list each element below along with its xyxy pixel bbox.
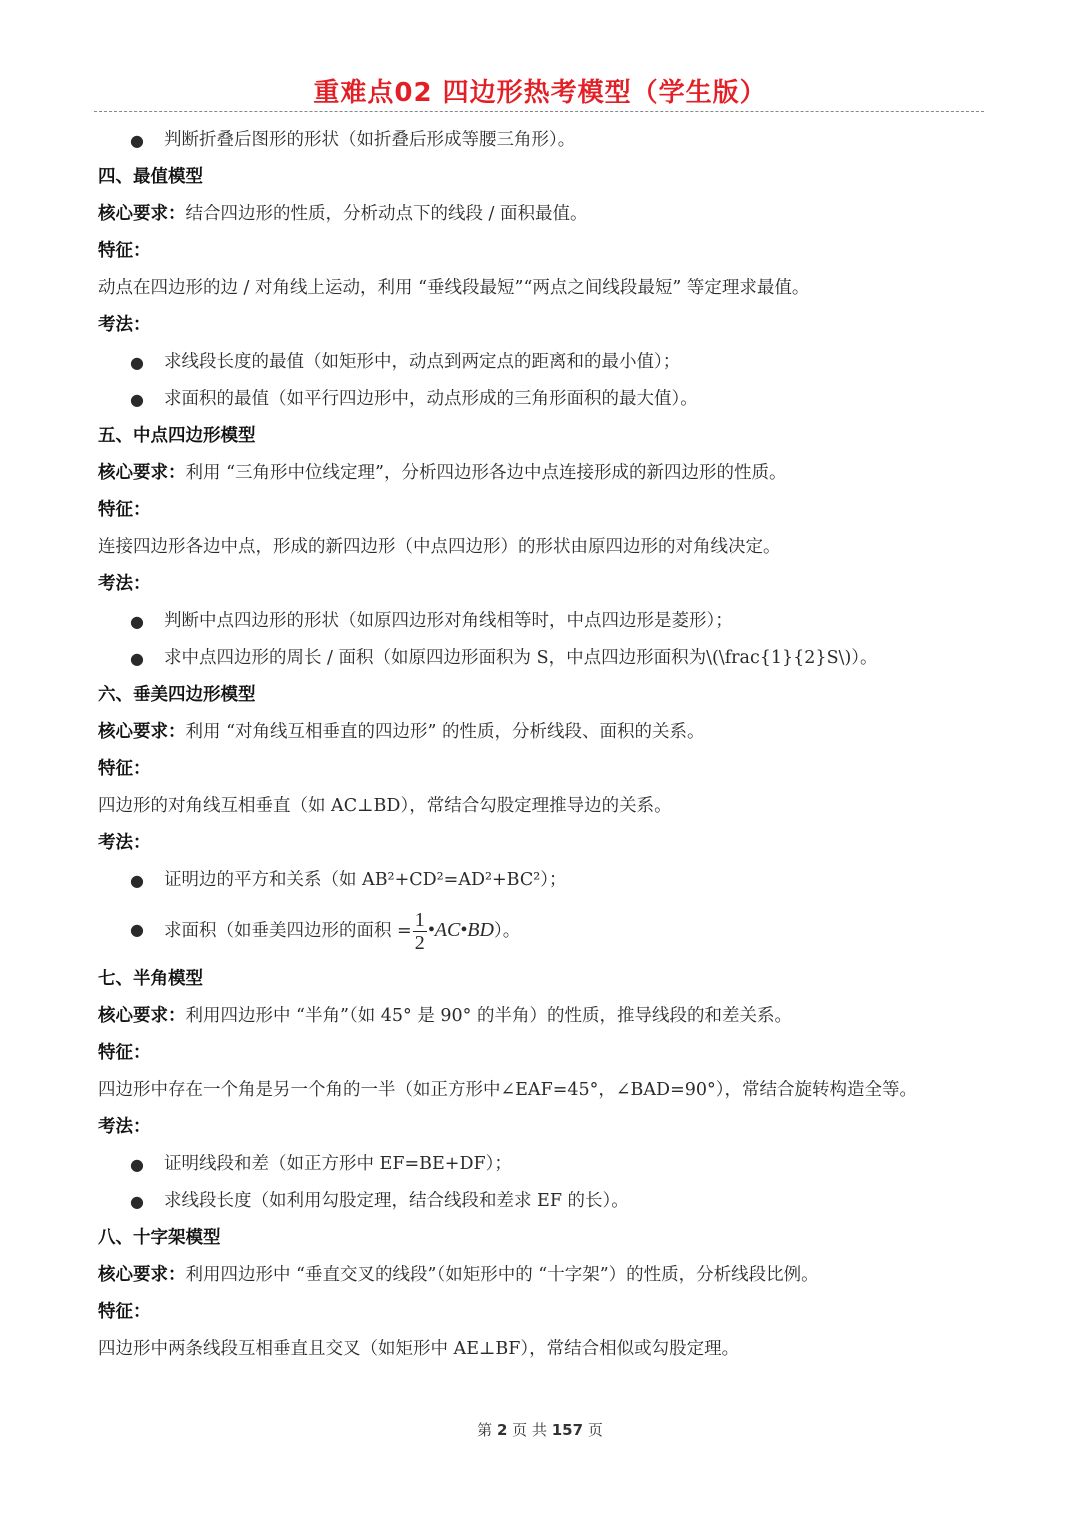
feature-label: 特征：	[98, 1043, 151, 1063]
exam-label: 考法：	[98, 833, 151, 853]
exam-label: 考法：	[98, 315, 151, 335]
list-item: ● 证明线段和差（如正方形中 EF=BE+DF）；	[98, 1146, 978, 1183]
list-item: ● 证明边的平方和关系（如 AB²+CD²=AD²+BC²）；	[98, 862, 978, 899]
core-requirement: 核心要求：利用四边形中 “半角”（如 45° 是 90° 的半角）的性质，推导线段的和差关系。	[98, 1006, 792, 1026]
exam-label: 考法：	[98, 574, 151, 594]
list-item: ● 求线段长度的最值（如矩形中，动点到两定点的距离和的最小值）；	[98, 344, 978, 381]
bullet-icon: ●	[130, 649, 144, 668]
core-requirement: 核心要求：结合四边形的性质，分析动点下的线段 / 面积最值。	[98, 204, 588, 224]
core-requirement: 核心要求：利用 “对角线互相垂直的四边形” 的性质，分析线段、面积的关系。	[98, 722, 705, 742]
list-item: ● 判断折叠后图形的形状（如折叠后形成等腰三角形）。	[98, 122, 978, 159]
bullet-icon: ●	[130, 612, 144, 631]
exam-label: 考法：	[98, 1117, 151, 1137]
list-item: ● 求线段长度（如利用勾股定理，结合线段和差求 EF 的长）。	[98, 1183, 978, 1220]
feature-label: 特征：	[98, 1302, 151, 1322]
document-body	[98, 122, 978, 1368]
bullet-icon: ●	[130, 920, 144, 939]
area-formula: •AC•BD	[427, 919, 494, 941]
feature-text: 四边形中两条线段互相垂直且交叉（如矩形中 AE⊥BF），常结合相似或勾股定理。	[98, 1339, 740, 1359]
page-header-title: 重难点02 四边形热考模型（学生版）	[313, 78, 767, 108]
list-item: ● 求面积（如垂美四边形的面积 = $\frac{1}{2}$ •AC•BD）。	[98, 899, 978, 961]
page-footer: 第 2 页 共 157 页	[477, 1421, 603, 1439]
bullet-icon: ●	[130, 1192, 144, 1211]
section-heading: 四、最值模型	[98, 167, 203, 187]
feature-text: 动点在四边形的边 / 对角线上运动，利用 “垂线段最短”“两点之间线段最短” 等定理求最值。	[98, 278, 810, 298]
bullet-icon: ●	[130, 871, 144, 890]
current-page-number: 2	[496, 1421, 508, 1439]
feature-text: 四边形中存在一个角是另一个角的一半（如正方形中∠EAF=45°，∠BAD=90°），常结合旋转构造全等。	[98, 1080, 918, 1100]
feature-text: 四边形的对角线互相垂直（如 AC⊥BD），常结合勾股定理推导边的关系。	[98, 796, 672, 816]
section-heading: 七、半角模型	[98, 969, 203, 989]
list-item: ● 求中点四边形的周长 / 面积（如原四边形面积为 S，中点四边形面积为\(\frac{1}{2}S\)）。	[98, 640, 978, 677]
bullet-icon: ●	[130, 353, 144, 372]
section-heading: 六、垂美四边形模型	[98, 685, 256, 705]
list-item: ● 求面积的最值（如平行四边形中，动点形成的三角形面积的最大值）。	[98, 381, 978, 418]
bullet-icon: ●	[130, 1155, 144, 1174]
bullet-icon: ●	[130, 131, 144, 150]
feature-label: 特征：	[98, 759, 151, 779]
section-heading: 五、中点四边形模型	[98, 426, 256, 446]
bullet-icon: ●	[130, 390, 144, 409]
section-heading: 八、十字架模型	[98, 1228, 221, 1248]
list-item: ● 判断中点四边形的形状（如原四边形对角线相等时，中点四边形是菱形）；	[98, 603, 978, 640]
fraction: $\frac{1}{2}$	[414, 909, 425, 954]
core-requirement: 核心要求：利用四边形中 “垂直交叉的线段”（如矩形中的 “十字架”）的性质，分析线段比例。	[98, 1265, 819, 1285]
feature-label: 特征：	[98, 500, 151, 520]
header-divider	[94, 111, 984, 112]
total-pages: 157	[551, 1421, 584, 1439]
feature-text: 连接四边形各边中点，形成的新四边形（中点四边形）的形状由原四边形的对角线决定。	[98, 537, 781, 557]
core-requirement: 核心要求：利用 “三角形中位线定理”，分析四边形各边中点连接形成的新四边形的性质。	[98, 463, 787, 483]
feature-label: 特征：	[98, 241, 151, 261]
